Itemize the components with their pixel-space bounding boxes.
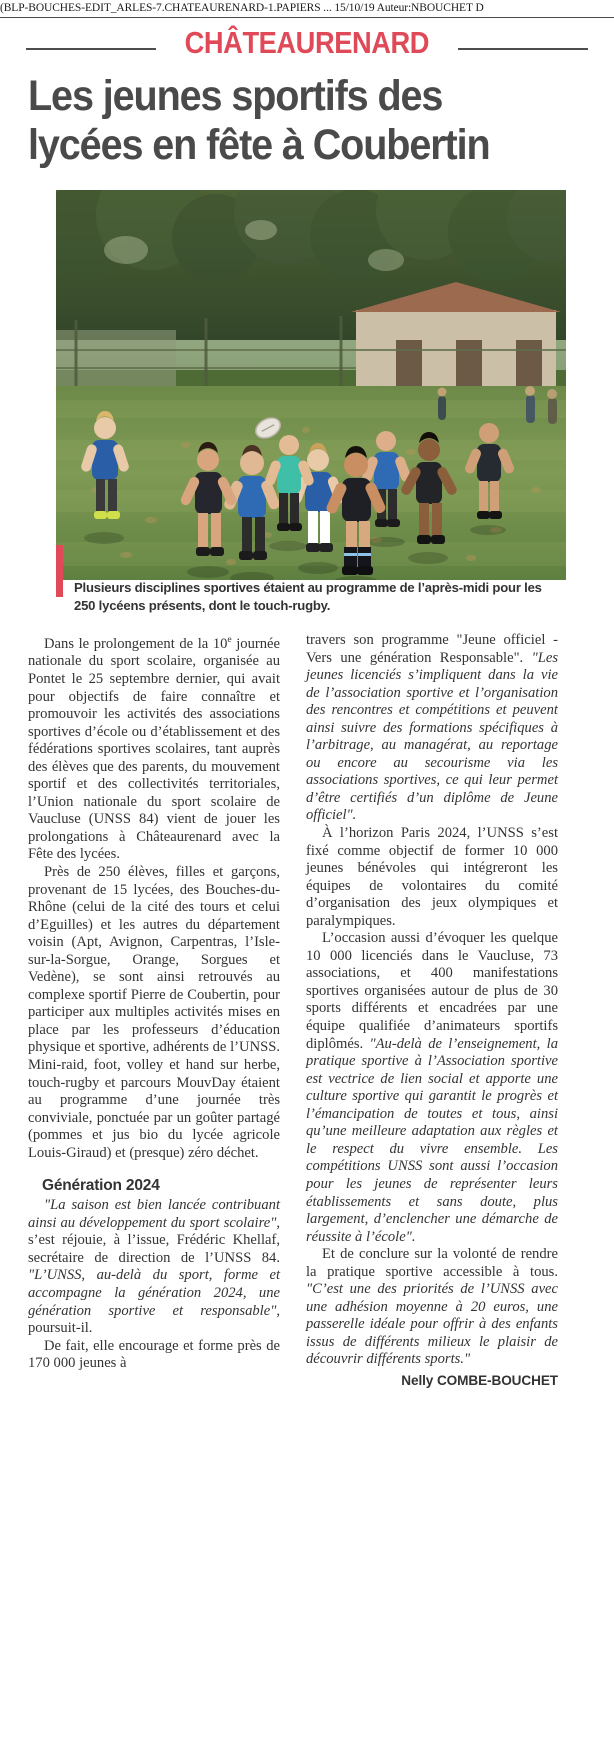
body-subheading: Génération 2024 xyxy=(42,1177,160,1195)
rubric-rule-left xyxy=(26,48,156,50)
body-paragraph: Et de conclure sur la volonté de rendre la pratique sportive accessible à tous. "C’est une des priorités de l’UNSS avec une adhésion moyenne à 20 euros, une passerelle idéale pour offrir à des enfants issus de différents milieux le plaisir de découvrir différents sports." xyxy=(306,1246,558,1368)
spectator-1 xyxy=(526,395,535,423)
headline-line-1: Les jeunes sportifs des xyxy=(28,72,443,120)
photo-illustration xyxy=(56,190,566,580)
body-paragraph: À l’horizon Paris 2024, l’UNSS s’est fixé comme objectif de former 10 000 jeunes bénévoles qui intégreront les équipes de volontaires du comité d’organisation des jeux olympiques et paralympiques. xyxy=(306,825,558,929)
article-byline: Nelly COMBE-BOUCHET xyxy=(401,1372,558,1388)
locality-rubric xyxy=(26,26,588,60)
body-paragraph: De fait, elle encourage et forme près de 170 000 jeunes à xyxy=(28,1337,280,1372)
slug-divider-rule xyxy=(0,17,614,18)
headline-line-2: lycées en fête à Coubertin xyxy=(28,121,490,169)
spectator-2 xyxy=(548,398,557,424)
body-paragraph: travers son programme "Jeune officiel - Vers une génération Responsable". "Les jeunes licenciés s’impliquent dans la vie de l’association sportive et l’organisation des rencontres et compétitions et peuvent ainsi suivre des formations spécifiques à l’arbitrage, au managérat, au reportage ou encore au secourisme via les associations sportives, ce qui leur permet d’être certifiés d’un diplôme de Jeune officiel". xyxy=(306,632,558,824)
body-column-left xyxy=(28,632,280,1732)
rubric-rule-right xyxy=(458,48,588,50)
article-headline xyxy=(28,72,543,170)
body-paragraph: L’occasion aussi d’évoquer les quelque 10 000 licenciés dans le Vaucluse, 73 associations, et 400 manifestations sportives organisées autour de plus de 30 sports différents et encadrées par une équipe qualifiée d’animateurs sportifs diplômés. "Au-delà de l’enseignement, la pratique sportive à l’Association sportive est vectrice de lien social et apporte une culture sportive qui garantit le progrès et l’émancipation de toutes et tous, ainsi qu’une meilleure adaptation aux règles et le respect du vivre ensemble. Les compétitions UNSS sont aussi l’occasion pour les jeunes de représenter leurs établissements et sans doute, plus largement, d’enclencher une démarche de réussite à l’école". xyxy=(306,930,558,1245)
photo-caption xyxy=(56,545,566,614)
caption-accent-bar xyxy=(56,545,63,597)
spectator-3 xyxy=(438,396,446,420)
body-paragraph: "La saison est bien lancée contribuant ainsi au développement du sport scolaire", s’est réjouie, à l’issue, Frédéric Khellaf, secrétaire de direction de l’UNSS 84. "L’UNSS, au-delà du sport, forme et accompagne la génération 2024, une génération sportive et responsable", poursuit-il. xyxy=(28,1197,280,1337)
article-photo xyxy=(56,190,566,580)
caption-text: Plusieurs disciplines sportives étaient au programme de l’après-midi pour les 250 lycéens présents, dont le touch-rugby. xyxy=(74,580,542,613)
printer-slug-line: (BLP-BOUCHES-EDIT_ARLES-7.CHATEAURENARD-1.PAPIERS ... 15/10/19 Auteur:NBOUCHET D xyxy=(0,2,484,14)
body-column-right xyxy=(306,632,558,1732)
body-paragraph: Dans le prolongement de la 10e journée nationale du sport scolaire, organisée au Pontet le 25 septembre dernier, qui avait pour objectifs de faire connaître et promouvoir les activités des associations sportives d’école ou d’établissement et des fédérations sportives scolaires, tant auprès des élèves que des parents, du mouvement sportif et des collectivités territoriales, l’Union nationale du sport scolaire de Vaucluse (UNSS 84) vient de jouer les prolongations à Châteaurenard avec la Fête des lycées. xyxy=(28,635,280,863)
article-body xyxy=(28,632,588,1732)
body-paragraph: Près de 250 élèves, filles et garçons, provenant de 15 lycées, des Bouches-du-Rhône (celui de la cité des tours et celui d’Eguilles) et les autres du département voisin (Apt, Avignon, Carpentras, l’Isle-sur-la-Sorgue, Orange, Sorgues et Vedène), se sont ainsi retrouvés au complexe sportif Pierre de Coubertin, pour participer aux multiples activités mises en place par les professeurs d’éducation physique et sportive, adhérents de l’UNSS. Mini-raid, foot, volley et hand sur herbe, touch-rugby et parcours MouvDay étaient au programme d’une journée très conviviale, ponctuée par un goûter partagé (pommes et jus bio du lycée agricole Louis-Giraud) et (presque) zéro déchet. xyxy=(28,863,280,1161)
locality-name: CHÂTEAURENARD xyxy=(184,25,430,60)
